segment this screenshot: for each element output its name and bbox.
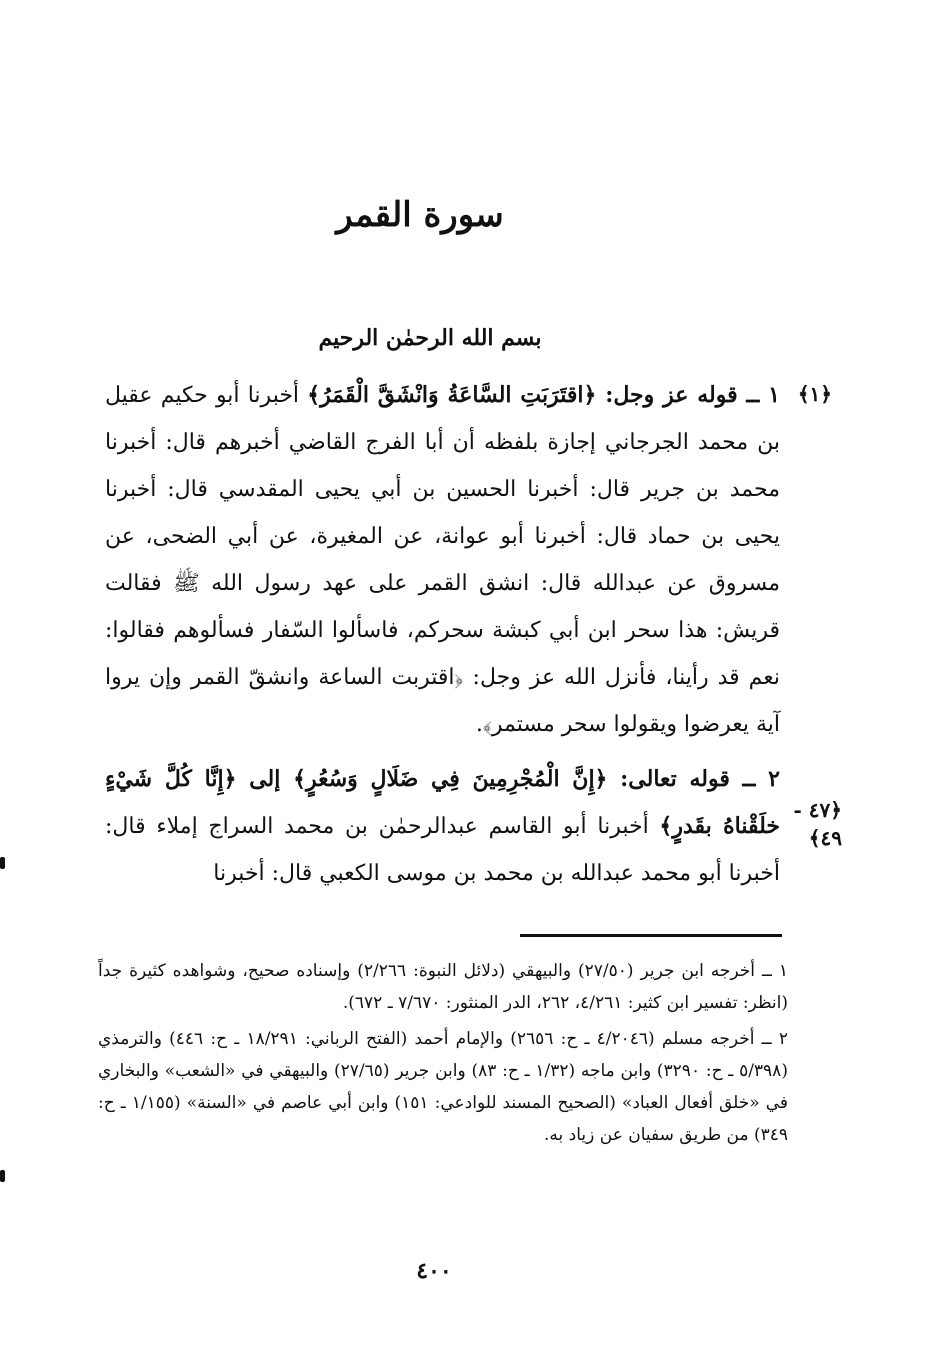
footnote-1: ١ ــ أخرجه ابن جرير (٢٧/٥٠) والبيهقي (دلائل النبوة: ٢/٢٦٦) وإسناده صحيح، وشواهده كثيرة جداً (انظر: تفسير ابن كثير: ٤/٢٦١، ٢٦٢، الدر المنثور: ٧/٦٧٠ ـ ٦٧٢).: [98, 961, 788, 1013]
scan-edge-mark: [0, 1170, 5, 1182]
surah-title: سورة القمر: [336, 195, 504, 235]
footnote-divider: [520, 934, 782, 937]
section-2-quran-quote: ﴿إِنَّ الْمُجْرِمِينَ فِي ضَلَالٍ وَسُعُرٍ﴾ إلى ﴿إِنَّا كُلَّ شَيْءٍ خلَقْناهُ بقَدرٍ﴾: [105, 766, 780, 839]
section-2-body: أخبرنا أبو القاسم عبدالرحمٰن بن محمد السراج إملاء قال: أخبرنا أبو محمد عبدالله بن محمد بن موسى الكعبي قال: أخبرنا: [105, 814, 780, 886]
basmala: بسم الله الرحمٰن الرحيم: [318, 325, 542, 351]
scan-edge-mark: [0, 857, 5, 869]
section-1-quran-quote: ﴿اقتَرَبَتِ السَّاعَةُ وَانْشَقَّ الْقَمَرُ﴾: [307, 382, 597, 408]
section-1: [105, 372, 780, 748]
section-1-body: أخبرنا أبو حكيم عقيل بن محمد الجرجاني إجازة بلفظه أن أبا الفرج القاضي أخبرهم قال: أخبرنا محمد بن جرير قال: أخبرنا الحسين بن أبي يحيى المقدسي قال: أخبرنا يحيى بن حماد قال: أخبرنا أبو عوانة، عن المغيرة، عن أبي الضحى، عن مسروق عن عبدالله قال: انشق القمر على عهد رسول الله ﷺ فقالت قريش: هذا سحر ابن أبي كبشة سحركم، فاسألوا السّفار فسألوهم فقالوا: نعم قد رأينا، فأنزل الله عز وجل: ﴿اقتربت الساعة وانشقّ القمر وإن يروا آية يعرضوا ويقولوا سحر مستمر﴾.: [105, 383, 781, 737]
page-number: ٤٠٠: [416, 1258, 452, 1284]
section-2: [105, 756, 780, 897]
section-2-heading: ٢ ــ قوله تعالى:: [607, 766, 780, 792]
footnotes: [98, 955, 788, 1155]
verse-reference-2: ﴿٤٧ - ٤٩﴾: [793, 798, 842, 850]
verse-reference-1: ﴿١﴾: [797, 382, 832, 406]
footnote-2: ٢ ــ أخرجه مسلم (٤/٢٠٤٦ ـ ح: ٢٦٥٦) والإمام أحمد (الفتح الرباني: ١٨/٢٩١ ـ ح: ٤٤٦) والترمذي (٥/٣٩٨ ـ ح: ٣٢٩٠) وابن ماجه (١/٣٢ ـ ح: ٨٣) وابن جرير (٢٧/٦٥) والبيهقي في «الشعب» والبخاري في «خلق أفعال العباد» (الصحيح المسند للوادعي: ١٥١) وابن أبي عاصم في «السنة» (١/١٥٥ ـ ح: ٣٤٩) من طريق سفيان عن زياد به.: [98, 1029, 788, 1145]
main-text: [105, 372, 780, 905]
section-1-heading: ١ ــ قوله عز وجل:: [596, 382, 780, 408]
